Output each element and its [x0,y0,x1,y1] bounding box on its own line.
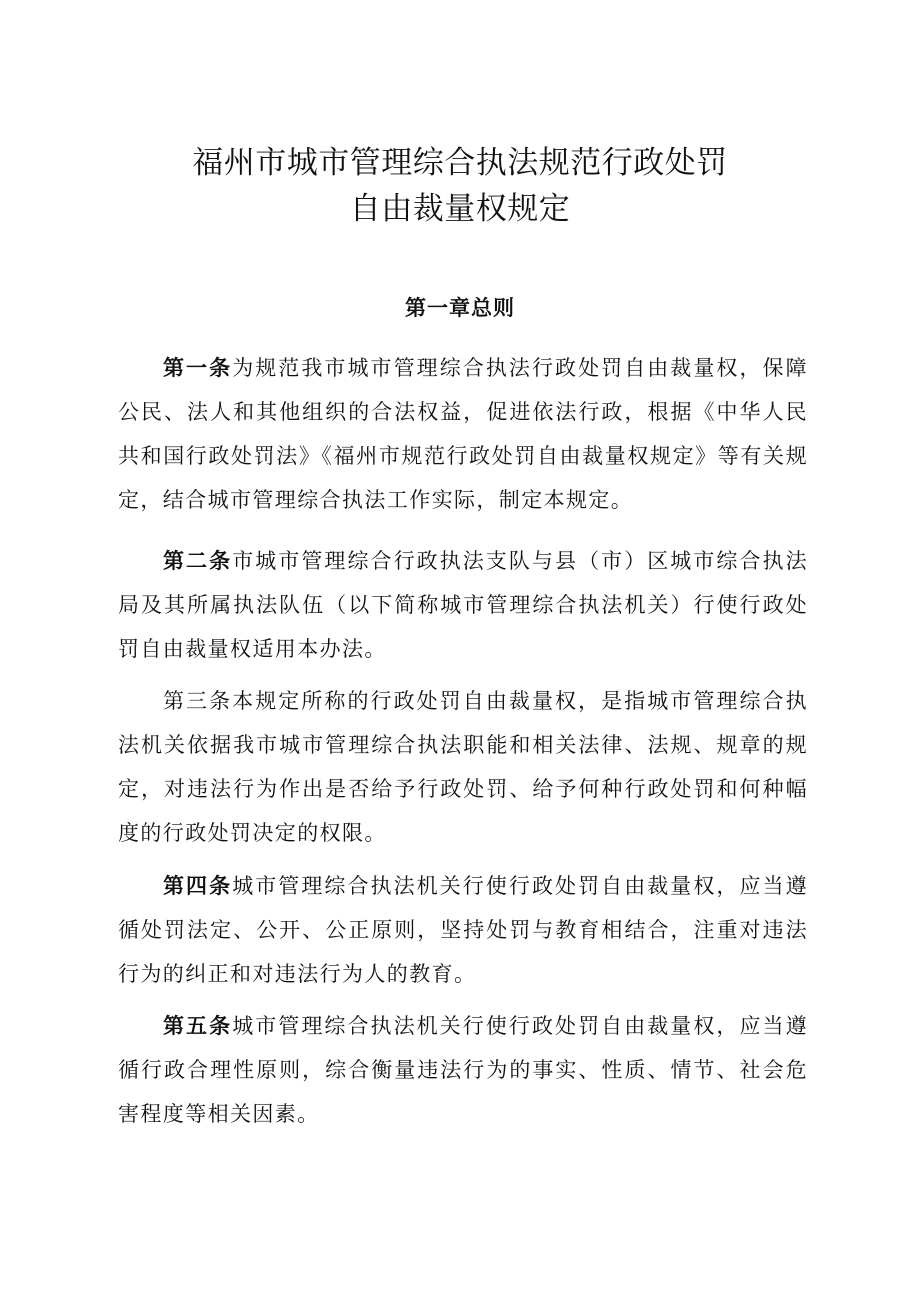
article-1 [118,346,808,522]
document-title-line-2: 自由裁量权规定 [349,191,571,227]
article-1-text: 为规范我市城市管理综合执法行政处罚自由裁量权，保障公民、法人和其他组织的合法权益，促进依法行政，根据《中华人民共和国行政处罚法》《福州市规范行政处罚自由裁量权规定》等有关规定，结合城市管理综合执法工作实际，制定本规定。 [118,356,809,512]
chapter-heading: 第一章总则 [405,296,515,320]
article-3 [118,679,808,855]
article-1-label: 第一条 [163,356,233,380]
article-4 [118,864,808,996]
article-4-text: 城市管理综合执法机关行使行政处罚自由裁量权，应当遵循处罚法定、公开、公正原则，坚持处罚与教育相结合，注重对违法行为的纠正和对违法行为人的教育。 [118,874,809,986]
article-5 [118,1004,808,1136]
article-2-label: 第二条 [163,549,233,573]
document-title-line-1: 福州市城市管理综合执法规范行政处罚 [192,145,728,181]
article-2 [118,539,808,671]
article-5-text: 城市管理综合执法机关行使行政处罚自由裁量权，应当遵循行政合理性原则，综合衡量违法行为的事实、性质、情节、社会危害程度等相关因素。 [118,1014,809,1126]
article-5-label: 第五条 [163,1014,233,1038]
article-2-text: 市城市管理综合行政执法支队与县（市）区城市综合执法局及其所属执法队伍（以下简称城市管理综合执法机关）行使行政处罚自由裁量权适用本办法。 [118,549,809,661]
article-3-text: 第三条本规定所称的行政处罚自由裁量权，是指城市管理综合执法机关依据我市城市管理综合执法职能和相关法律、法规、规章的规定，对违法行为作出是否给予行政处罚、给予何种行政处罚和何种幅度的行政处罚决定的权限。 [118,689,808,845]
article-4-label: 第四条 [163,874,233,898]
